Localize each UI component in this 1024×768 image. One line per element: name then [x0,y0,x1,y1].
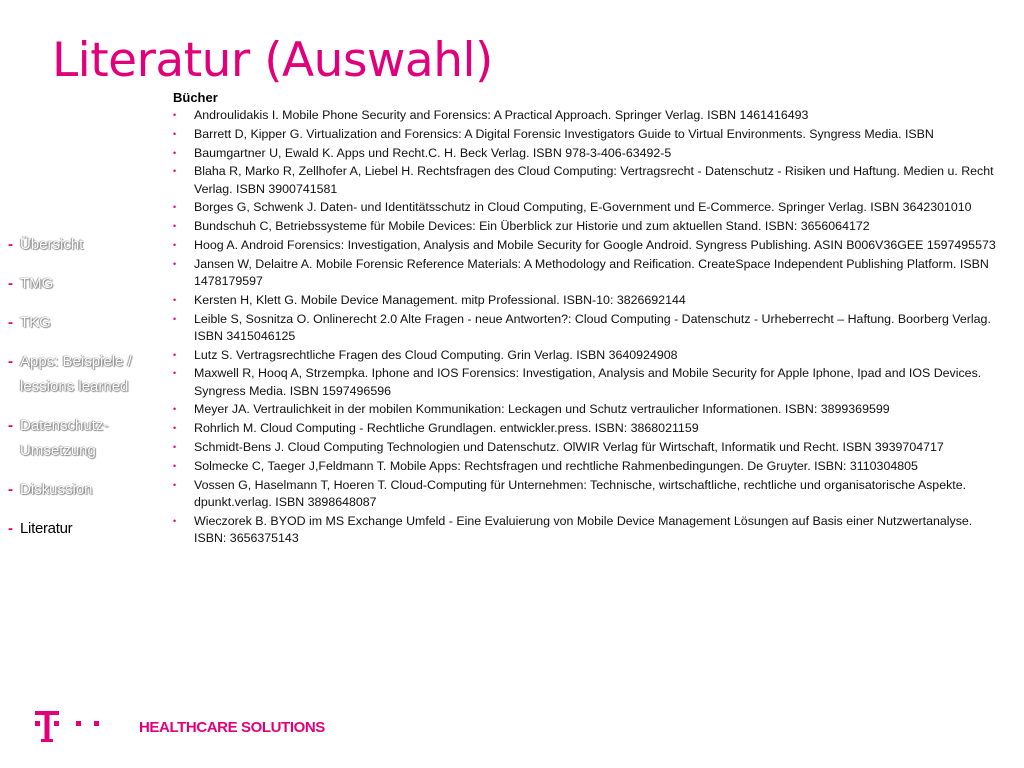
book-text: Baumgartner U, Ewald K. Apps und Recht.C. H. Beck Verlag. ISBN 978-3-406-63492-5 [194,145,672,160]
bullet-icon: • [173,313,177,324]
nav-dash: - [8,520,13,537]
telekom-t-logo-icon [33,707,107,747]
book-item [173,163,1003,197]
section-heading-buecher: Bücher [173,90,218,105]
book-text: Solmecke C, Taeger J,Feldmann T. Mobile Apps: Rechtsfragen und rechtliche Rahmenbedingungen. De Gruyter. ISBN: 3110304805 [194,458,918,473]
logo-digit-left [35,721,40,726]
bullet-icon: • [173,479,177,490]
book-item [173,292,1003,309]
bullet-icon: • [173,460,177,471]
nav-item-tmg[interactable] [8,271,168,296]
bullet-icon: • [173,110,177,120]
book-text: Vossen G, Haselmann T, Hoeren T. Cloud-Computing für Unternehmen: Technische, wirtschaftliche, rechtliche und organisatorische Aspekte. dpunkt.verlag. ISBN 3898648087 [194,477,967,509]
book-text: Maxwell R, Hooq A, Strzempka. Iphone and IOS Forensics: Investigation, Analysis and Mobile Security for Apple Iphone, Ipad and IOS Devices. Syngress Media. ISBN 1597496596 [194,366,982,398]
book-item [173,401,1003,418]
book-text: Borges G, Schwenk J. Daten- und Identitätsschutz in Cloud Computing, E-Government und E-Commerce. Springer Verlag. ISBN 3642301010 [194,200,972,215]
book-item [173,347,1003,364]
nav-item-label: TMG [20,275,54,292]
nav-dash: - [8,481,13,498]
book-text: Lutz S. Vertragsrechtliche Fragen des Cloud Computing. Grin Verlag. ISBN 3640924908 [194,347,678,362]
logo-digit-right [54,721,59,726]
bullet-icon: • [173,368,177,379]
nav-dash: - [8,417,13,434]
book-item [173,256,1003,290]
bullet-icon: • [173,441,177,452]
logo-t-stem [45,711,50,741]
nav-item-datenschutz-umsetzung[interactable] [8,413,168,463]
book-item [173,218,1003,235]
book-list [173,107,1003,547]
bullet-icon: • [173,166,177,177]
book-text: Leible S, Sosnitza O. Onlinerecht 2.0 Alte Fragen - neue Antworten?: Cloud Computing - Datenschutz - Urheberrecht – Haftung. Boorberg Verlag. ISBN 3415046125 [194,311,991,343]
bullet-icon: • [173,202,177,213]
nav-item-diskussion[interactable] [8,477,168,502]
nav-item-literatur[interactable] [8,516,168,541]
bullet-icon: • [173,239,177,250]
book-text: Bundschuh C, Betriebssysteme für Mobile Devices: Ein Überblick zur Historie und zum aktuellen Stand. ISBN: 3656064172 [194,219,870,234]
nav-dash: - [8,314,13,331]
book-item [173,458,1003,475]
book-text: Hoog A. Android Forensics: Investigation, Analysis and Mobile Security for Google Android. Syngress Publishing. ASIN B006V36GEE 1597495573 [194,237,996,252]
book-item [173,199,1003,216]
logo-t-foot [41,739,53,742]
nav-item-uebersicht[interactable] [8,232,168,257]
page-title: Literatur (Auswahl) [52,33,493,89]
book-item [173,311,1003,345]
bullet-icon: • [173,404,177,415]
nav-item-apps-beispiele[interactable] [8,349,168,399]
nav-item-label-line2: Umsetzung [20,442,96,459]
nav-item-label: Diskussion [20,481,93,498]
book-item [173,126,1003,143]
bullet-icon: • [173,423,177,434]
nav-dash: - [8,353,13,370]
book-item [173,365,1003,399]
book-text: Barrett D, Kipper G. Virtualization and Forensics: A Digital Forensic Investigators Guide to Virtual Environments. Syngress Media. ISBN [194,126,934,141]
nav-item-tkg[interactable] [8,310,168,335]
nav-dash: - [8,236,13,253]
nav-item-label-line2: lessions learned [20,378,129,395]
book-item [173,237,1003,254]
book-text: Androulidakis I. Mobile Phone Security and Forensics: A Practical Approach. Springer Verlag. ISBN 1461416493 [194,108,809,122]
book-text: Jansen W, Delaitre A. Mobile Forensic Reference Materials: A Methodology and Reification. CreateSpace Independent Publishing Platform. ISBN 1478179597 [194,256,989,288]
book-text: Schmidt-Bens J. Cloud Computing Technologien und Datenschutz. OlWIR Verlag für Wirtschaft, Informatik und Recht. ISBN 3939704717 [194,439,944,454]
book-item [173,477,1003,511]
bullet-icon: • [173,294,177,305]
nav-item-label: TKG [20,314,51,331]
book-item [173,439,1003,456]
book-text: Kersten H, Klett G. Mobile Device Management. mitp Professional. ISBN-10: 3826692144 [194,292,686,307]
bullet-icon: • [173,128,177,139]
nav-item-label: Literatur [20,520,73,537]
nav-item-label: Datenschutz- [20,417,109,434]
nav-item-label: Übersicht [20,236,84,253]
bullet-icon: • [173,515,177,526]
bullet-icon: • [173,349,177,360]
book-text: Meyer JA. Vertraulichkeit in der mobilen Kommunikation: Leckagen und Schutz vertraulicher Informationen. ISBN: 3899369599 [194,402,890,417]
logo-dot-1 [76,721,81,726]
footer-brand-text: HEALTHCARE SOLUTIONS [139,719,325,736]
nav-item-label: Apps: Beispiele / [20,353,132,370]
book-text: Rohrlich M. Cloud Computing - Rechtliche Grundlagen. entwickler.press. ISBN: 3868021159 [194,421,699,436]
nav-dash: - [8,275,13,292]
book-text: Blaha R, Marko R, Zellhofer A, Liebel H. Rechtsfragen des Cloud Computing: Vertragsrecht - Datenschutz - Risiken und Haftung. Medien u. Recht Verlag. ISBN 3900741581 [194,164,994,196]
logo-dot-2 [94,721,99,726]
bullet-icon: • [173,147,177,158]
book-item [173,513,1003,547]
book-item [173,107,1003,124]
bullet-icon: • [173,221,177,232]
literature-content [173,89,1003,549]
book-item [173,420,1003,437]
book-text: Wieczorek B. BYOD im MS Exchange Umfeld - Eine Evaluierung von Mobile Device Management Lösungen auf Basis einer Nutzwertanalyse. ISBN: 3656375143 [194,513,973,545]
bullet-icon: • [173,258,177,269]
book-item [173,145,1003,162]
side-navigation [8,232,168,555]
